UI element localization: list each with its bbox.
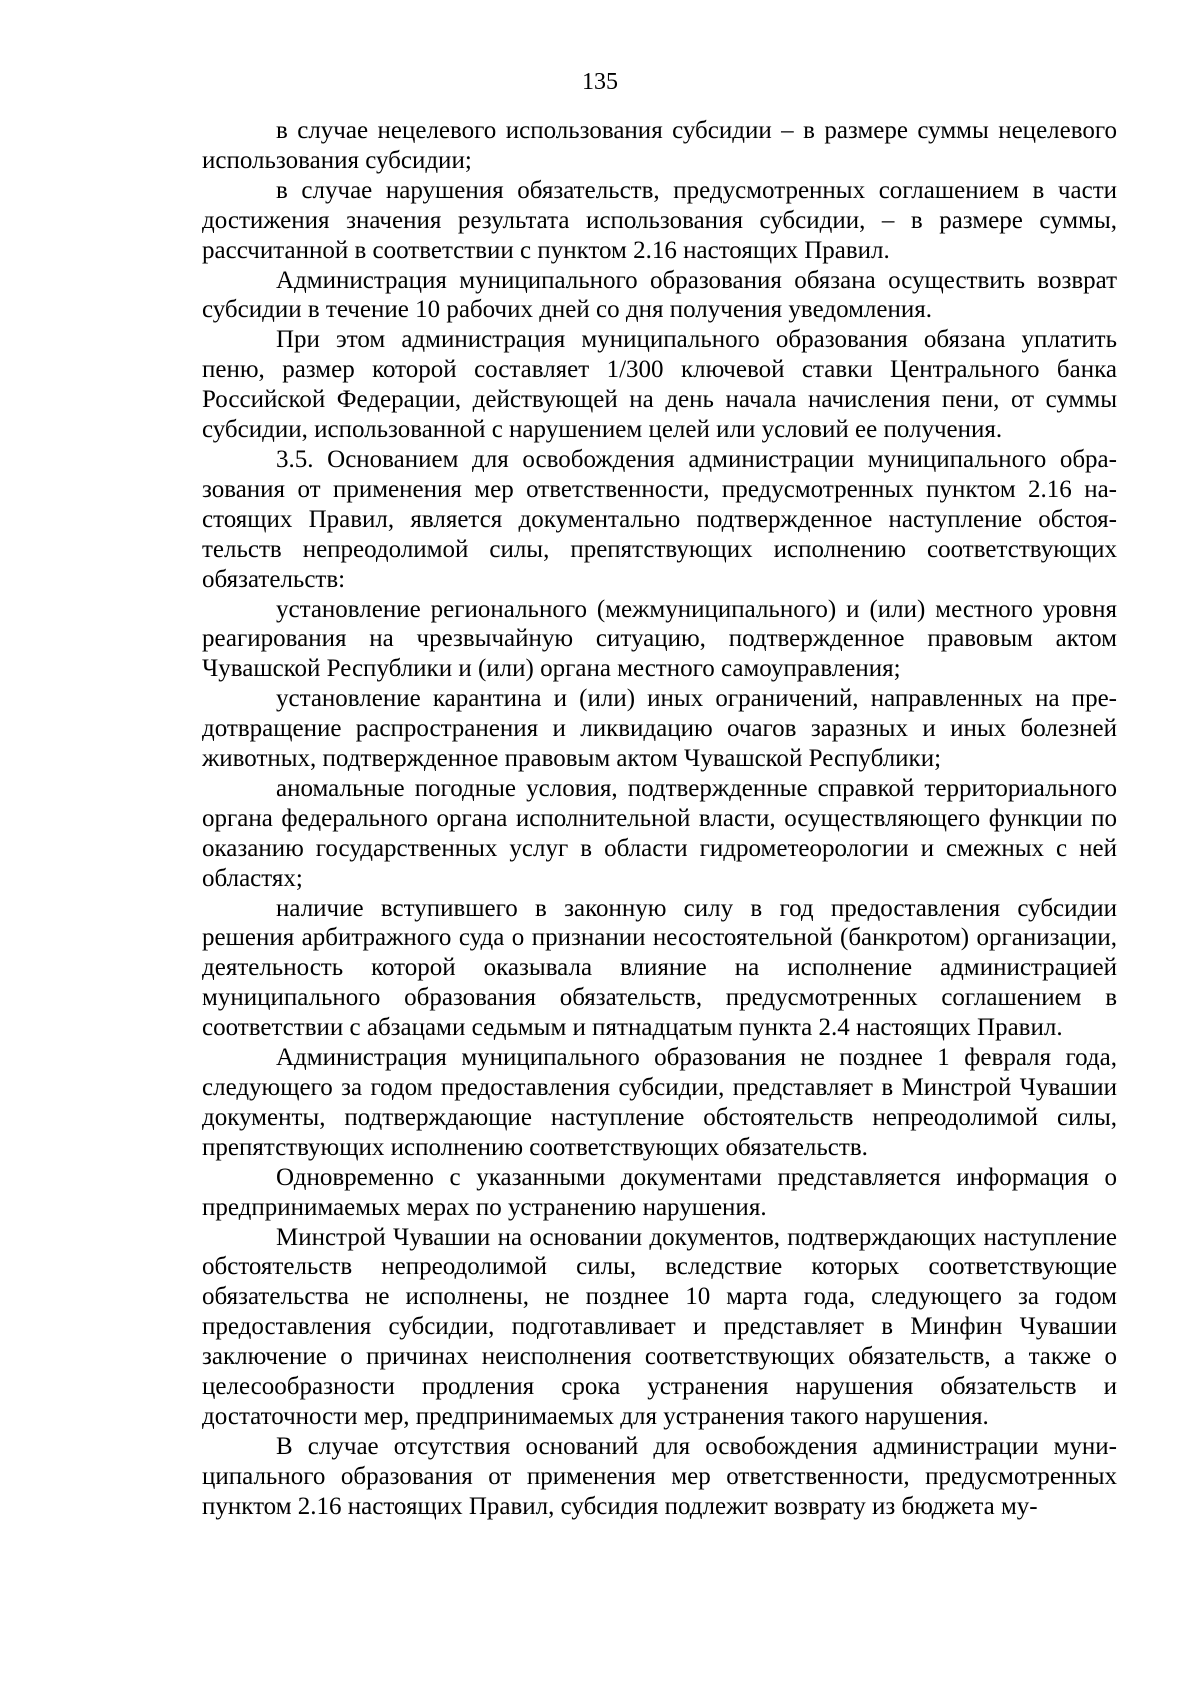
document-body: [202, 116, 1117, 1522]
paragraph: Минстрой Чувашии на основании документов, подтверждающих наступление обстоятельств непреодолимой силы, вследствие которых соответствующие обязательства не исполнены, не позднее 10 марта года, следующего за годом предоставления субсидии, подготавливает и представляет в Минфин Чувашии заключение о причинах неисполнения соответствующих обязательств, а также о целесообразности продления срока устранения нарушения обязательств и достаточности мер, предпринимаемых для устранения такого нарушения.: [202, 1223, 1117, 1430]
paragraph: наличие вступившего в законную силу в год предоставления субсидии решения арбитражного суда о признании несостоятельной (банкротом) организации, деятельность которой оказывала влияние на исполнение администрацией муниципального образования обязательств, предусмотренных соглашением в соответствии с абзацами седьмым и пятнадцатым пункта 2.4 настоящих Правил.: [202, 894, 1117, 1042]
paragraph: При этом администрация муниципального образования обязана уплатить пеню, размер которой составляет 1/300 ключевой ставки Центрального банка Российской Федерации, действующей на день начала начисления пени, от суммы субсидии, использованной с нарушением целей или условий ее получения.: [202, 326, 1117, 444]
paragraph: установление регионального (межмуниципального) и (или) местного уровня реагирования на чрезвычайную ситуацию, подтвержденное правовым актом Чувашской Республики и (или) органа местного самоуправления;: [202, 595, 1117, 683]
paragraph: аномальные погодные условия, подтвержденные справкой территориального органа федерального органа исполнительной власти, осуществляющего функции по оказанию государственных услуг в области гидрометеорологии и смежных с ней областях;: [202, 774, 1117, 892]
paragraph: в случае нецелевого использования субсидии – в размере суммы нецелевого использования субсидии;: [202, 117, 1117, 174]
paragraph: 3.5. Основанием для освобождения администрации муниципального образования от применения мер ответственности, предусмотренных пунктом 2.16 настоящих Правил, является документально подтвержденное наступление обстоятельств непреодолимой силы, препятствующих исполнению соответствующих обязательств:: [202, 445, 1117, 593]
paragraph: в случае нарушения обязательств, предусмотренных соглашением в части достижения значения результата использования субсидии, – в размере суммы, рассчитанной в соответствии с пунктом 2.16 настоящих Правил.: [202, 176, 1117, 264]
paragraph: Администрация муниципального образования не позднее 1 февраля года, следующего за годом предоставления субсидии, представляет в Минстрой Чувашии документы, подтверждающие наступление обстоятельств непреодолимой силы, препятствующих исполнению соответствующих обязательств.: [202, 1044, 1117, 1161]
paragraph: установление карантина и (или) иных ограничений, направленных на предотвращение распространения и ликвидацию очагов заразных и иных болезней животных, подтвержденное правовым актом Чувашской Республики;: [202, 685, 1117, 773]
page-number: 135: [582, 69, 618, 95]
paragraph: Администрация муниципального образования обязана осуществить возврат субсидии в течение 10 рабочих дней со дня получения уведомления.: [202, 266, 1117, 324]
paragraph: Одновременно с указанными документами представляется информация о предпринимаемых мерах по устранению нарушения.: [202, 1163, 1117, 1221]
paragraph: В случае отсутствия оснований для освобождения администрации муниципального образования от применения мер ответственности, предусмотренных пунктом 2.16 настоящих Правил, субсидия подлежит возврату из бюджета му-: [202, 1432, 1117, 1520]
